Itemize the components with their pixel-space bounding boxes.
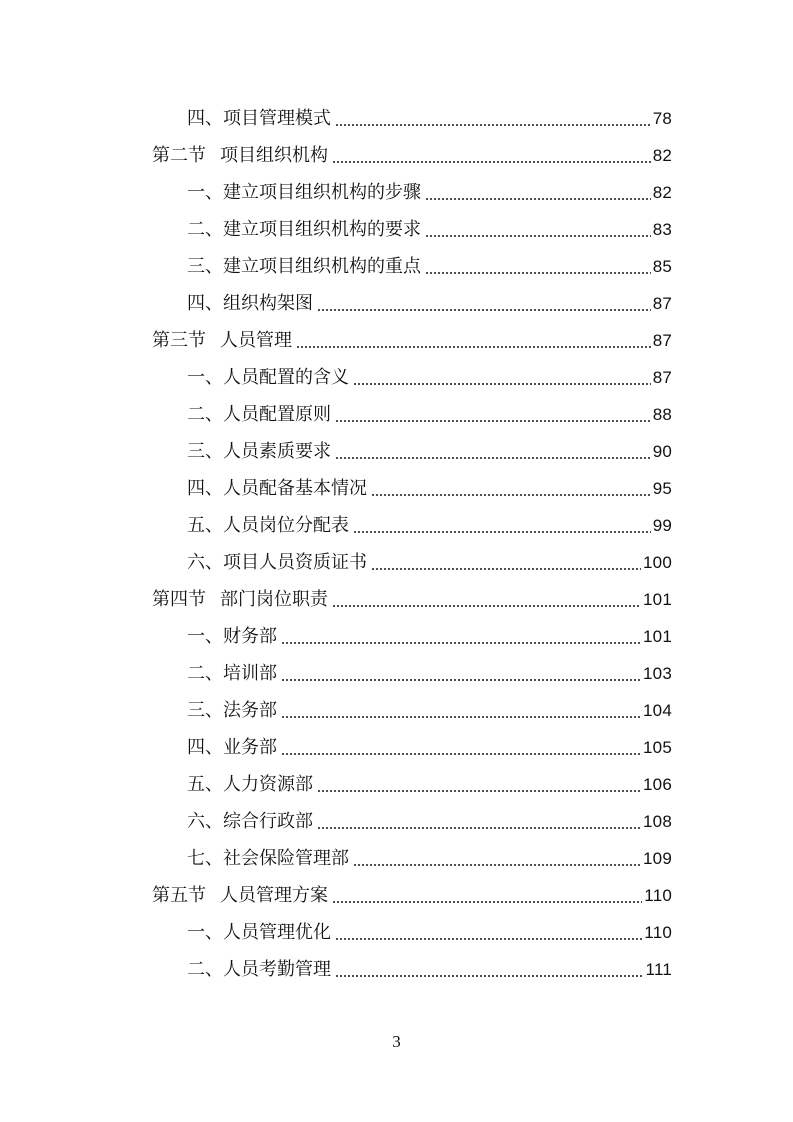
toc-entry-title: 人员配备基本情况 [223, 478, 367, 499]
toc-entry-title: 人员配置原则 [223, 404, 331, 425]
toc-entry[interactable] [187, 544, 672, 581]
toc-entry[interactable] [187, 211, 672, 248]
toc-entry-page: 110 [644, 923, 672, 942]
dot-leader [281, 752, 641, 756]
toc-entry-number: 三、 [187, 700, 223, 721]
toc-entry-number: 二、 [187, 959, 223, 980]
toc-entry-number: 五、 [187, 515, 223, 536]
toc-entry-number: 一、 [187, 367, 223, 388]
toc-entry-number: 一、 [187, 182, 223, 203]
toc-entry-title: 财务部 [223, 626, 277, 647]
toc-entry-number: 七、 [187, 848, 223, 869]
toc-entry[interactable] [187, 692, 672, 729]
toc-entry-title: 培训部 [223, 663, 277, 684]
dot-leader [281, 641, 641, 645]
toc-entry-page: 106 [643, 775, 672, 794]
toc-entry-number: 第四节 [152, 589, 206, 610]
toc-entry-page: 88 [652, 405, 672, 424]
toc-entry-page: 108 [643, 812, 672, 831]
dot-leader [332, 604, 641, 608]
toc-entry-page: 82 [652, 146, 672, 165]
toc-entry-title: 法务部 [223, 700, 277, 721]
dot-leader [353, 382, 651, 386]
toc-entry-page: 100 [643, 553, 672, 572]
toc-entry-page: 110 [644, 886, 672, 905]
dot-leader [296, 345, 651, 349]
toc-entry-page: 105 [643, 738, 672, 757]
toc-entry[interactable] [187, 396, 672, 433]
toc-entry[interactable] [187, 766, 672, 803]
toc-entry-page: 101 [643, 627, 672, 646]
toc-entry-page: 87 [652, 331, 672, 350]
toc-entry[interactable] [187, 470, 672, 507]
toc-entry-page: 103 [643, 664, 672, 683]
toc-entry[interactable] [187, 914, 672, 951]
toc-entry-number: 一、 [187, 922, 223, 943]
toc-entry-number: 四、 [187, 293, 223, 314]
toc-entry-page: 109 [643, 849, 672, 868]
toc-entry[interactable] [187, 729, 672, 766]
toc-entry-title: 人员管理 [220, 330, 292, 351]
dot-leader [332, 160, 651, 164]
toc-entry-page: 83 [652, 220, 672, 239]
dot-leader [371, 567, 641, 571]
dot-leader [335, 123, 651, 127]
dot-leader [332, 900, 642, 904]
toc-entry-number: 第二节 [152, 145, 206, 166]
toc-entry[interactable] [187, 248, 672, 285]
page-number: 3 [392, 1032, 401, 1051]
dot-leader [317, 308, 651, 312]
toc-entry-number: 五、 [187, 774, 223, 795]
toc-entry-title: 人员岗位分配表 [223, 515, 349, 536]
toc-entry[interactable] [187, 359, 672, 396]
dot-leader [425, 234, 651, 238]
toc-entry-title: 建立项目组织机构的要求 [223, 219, 421, 240]
dot-leader [317, 789, 641, 793]
toc-entry-title: 项目管理模式 [223, 108, 331, 129]
toc-entry[interactable] [187, 174, 672, 211]
dot-leader [425, 271, 651, 275]
toc-entry-title: 建立项目组织机构的重点 [223, 256, 421, 277]
toc-entry[interactable] [187, 285, 672, 322]
toc-entry-title: 人力资源部 [223, 774, 313, 795]
toc-entry[interactable] [187, 803, 672, 840]
toc-entry-number: 三、 [187, 441, 223, 462]
toc-entry-page: 95 [652, 479, 672, 498]
toc-entry-page: 82 [652, 183, 672, 202]
toc-entry-title: 部门岗位职责 [220, 589, 328, 610]
toc-entry-title: 人员考勤管理 [223, 959, 331, 980]
toc-entry-page: 111 [645, 960, 672, 979]
toc-entry-number: 二、 [187, 219, 223, 240]
toc-entry-title: 人员配置的含义 [223, 367, 349, 388]
dot-leader [425, 197, 651, 201]
toc-entry-title: 业务部 [223, 737, 277, 758]
toc-entry-title: 项目组织机构 [220, 145, 328, 166]
toc-entry-number: 二、 [187, 404, 223, 425]
toc-entry-number: 四、 [187, 737, 223, 758]
dot-leader [281, 678, 641, 682]
toc-entry-page: 99 [652, 516, 672, 535]
toc-entry-number: 第五节 [152, 885, 206, 906]
toc-entry[interactable] [187, 507, 672, 544]
toc-entry[interactable] [152, 581, 672, 618]
toc-entry-title: 社会保险管理部 [223, 848, 349, 869]
dot-leader [335, 974, 644, 978]
toc-entry-number: 四、 [187, 478, 223, 499]
toc-entry[interactable] [152, 322, 672, 359]
dot-leader [353, 863, 641, 867]
dot-leader [335, 456, 651, 460]
toc-entry-number: 六、 [187, 552, 223, 573]
toc-entry[interactable] [187, 433, 672, 470]
toc-entry[interactable] [152, 877, 672, 914]
toc-entry-title: 组织构架图 [223, 293, 313, 314]
toc-entry-page: 78 [652, 109, 672, 128]
toc-entry-title: 人员素质要求 [223, 441, 331, 462]
dot-leader [335, 419, 651, 423]
toc-entry[interactable] [187, 655, 672, 692]
toc-entry[interactable] [152, 137, 672, 174]
dot-leader [317, 826, 641, 830]
toc-entry-page: 87 [652, 368, 672, 387]
toc-entry-title: 人员管理方案 [220, 885, 328, 906]
toc-entry-number: 二、 [187, 663, 223, 684]
toc-entry-page: 104 [643, 701, 672, 720]
toc-entry-number: 六、 [187, 811, 223, 832]
toc-entry-page: 85 [652, 257, 672, 276]
toc-entry-number: 一、 [187, 626, 223, 647]
toc-entry-number: 第三节 [152, 330, 206, 351]
toc-entry-number: 三、 [187, 256, 223, 277]
toc-entry[interactable] [187, 840, 672, 877]
toc-entry-number: 四、 [187, 108, 223, 129]
toc-entry-page: 101 [643, 590, 672, 609]
toc-entry-page: 90 [652, 442, 672, 461]
dot-leader [335, 937, 642, 941]
toc-entry[interactable] [187, 951, 672, 988]
toc-entry-title: 建立项目组织机构的步骤 [223, 182, 421, 203]
dot-leader [281, 715, 641, 719]
toc-entry[interactable] [187, 100, 672, 137]
toc-entry[interactable] [187, 618, 672, 655]
toc-entry-page: 87 [652, 294, 672, 313]
dot-leader [371, 493, 651, 497]
toc-entry-title: 项目人员资质证书 [223, 552, 367, 573]
dot-leader [353, 530, 651, 534]
toc-entry-title: 综合行政部 [223, 811, 313, 832]
toc-entry-title: 人员管理优化 [223, 922, 331, 943]
